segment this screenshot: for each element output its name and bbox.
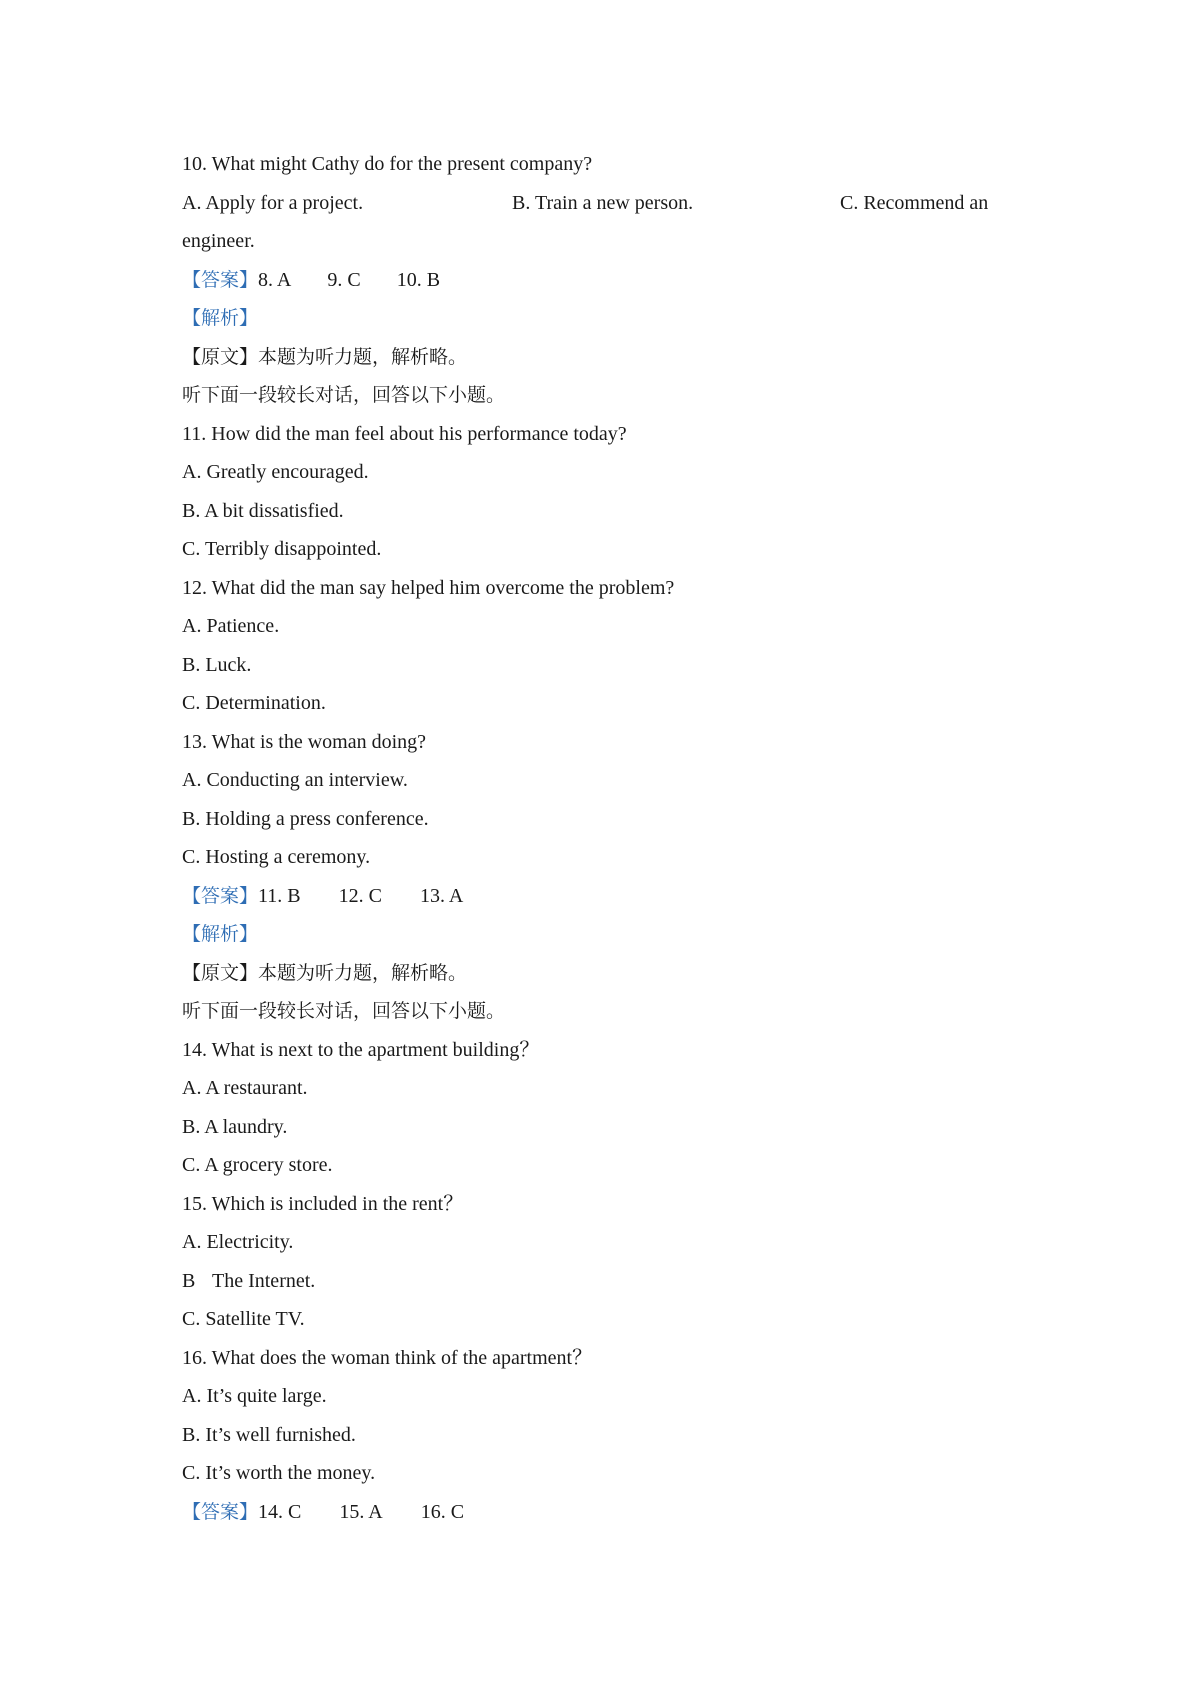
option-b: B. Train a new person. (512, 191, 694, 214)
instruction-2: 听下面一段较长对话，回答以下小题。 (182, 384, 506, 406)
analysis-label-2: 【解析】 (182, 923, 259, 945)
answer-label: 【答案】 (182, 1500, 259, 1523)
option-c: C. Hosting a ceremony. (182, 846, 371, 868)
question-12: 12. What did the man say helped him overcome the problem? (182, 576, 675, 599)
question-11: 11. How did the man feel about his performance today? (182, 422, 627, 445)
option-c-wrap: engineer. (182, 230, 255, 252)
option-b-text: The Internet. (212, 1269, 316, 1292)
answer-line-2 (182, 877, 1022, 916)
option-a: A. Electricity. (182, 1231, 294, 1253)
answer-label: 【答案】 (182, 268, 259, 291)
answer-item: 8. A (258, 268, 292, 291)
option-c: C. Satellite TV. (182, 1308, 305, 1330)
answer-item: 16. C (420, 1500, 465, 1523)
option-a: A. Greatly encouraged. (182, 461, 369, 483)
answer-line-1 (182, 261, 1022, 300)
option-a: A. Conducting an interview. (182, 769, 408, 791)
answer-item: 15. A (339, 1500, 383, 1523)
answer-item: 9. C (327, 268, 361, 291)
option-b: B. It’s well furnished. (182, 1423, 356, 1446)
document-page (182, 145, 1022, 1531)
option-b (182, 1262, 1022, 1301)
option-a: A. Apply for a project. (182, 191, 364, 214)
instruction-3: 听下面一段较长对话，回答以下小题。 (182, 1000, 506, 1022)
option-a: A. A restaurant. (182, 1077, 308, 1099)
option-b: B. A laundry. (182, 1115, 288, 1138)
option-b: B. A bit dissatisfied. (182, 499, 344, 522)
analysis-label-1: 【解析】 (182, 307, 259, 329)
option-a: A. It’s quite large. (182, 1385, 327, 1407)
option-b-letter: B (182, 1269, 196, 1292)
option-b: B. Luck. (182, 653, 252, 676)
original-text-1: 【原文】本题为听力题，解析略。 (182, 345, 468, 368)
question-16: 16. What does the woman think of the apartment？ (182, 1346, 593, 1369)
answer-item: 11. B (258, 884, 301, 907)
option-c: C. Terribly disappointed. (182, 538, 382, 560)
answer-line-3 (182, 1493, 1022, 1532)
answer-item: 12. C (338, 884, 382, 907)
question-10: 10. What might Cathy do for the present company? (182, 153, 593, 175)
question-10-options (182, 184, 1022, 223)
original-text-2: 【原文】本题为听力题，解析略。 (182, 961, 468, 984)
option-a: A. Patience. (182, 615, 280, 637)
question-15: 15. Which is included in the rent？ (182, 1192, 464, 1215)
answer-item: 13. A (419, 884, 464, 907)
question-14: 14. What is next to the apartment building？ (182, 1038, 540, 1061)
answer-item: 14. C (258, 1500, 302, 1523)
answer-item: 10. B (396, 268, 441, 291)
option-c: C. It’s worth the money. (182, 1462, 376, 1484)
option-c: C. A grocery store. (182, 1154, 333, 1176)
question-13: 13. What is the woman doing? (182, 730, 427, 753)
option-b: B. Holding a press conference. (182, 807, 429, 830)
answer-label: 【答案】 (182, 884, 259, 907)
option-c: C. Determination. (182, 692, 326, 714)
option-c: C. Recommend an (840, 191, 989, 214)
